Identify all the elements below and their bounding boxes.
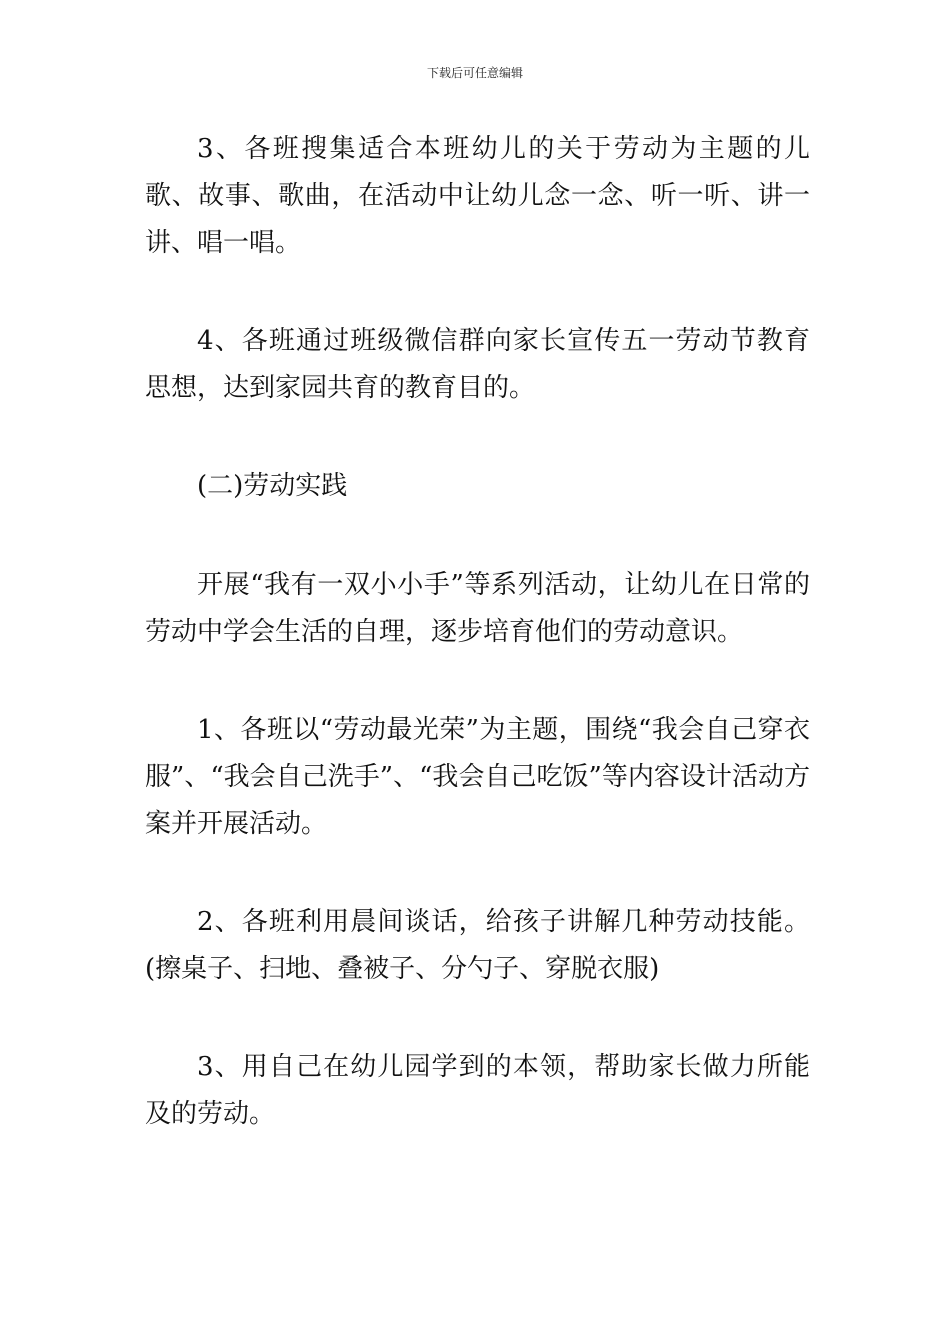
paragraph-1-theme: 1、各班以“劳动最光荣”为主题，围绕“我会自己穿衣服”、“我会自己洗手”、“我会自己吃饭”等内容设计活动方案并开展活动。 [145, 715, 810, 839]
document-body [145, 126, 810, 1189]
paragraph-3-help-parents: 3、用自己在幼儿园学到的本领，帮助家长做力所能及的劳动。 [145, 1052, 810, 1129]
paragraph-intro-activities: 开展“我有一双小小手”等系列活动，让幼儿在日常的劳动中学会生活的自理，逐步培育他们的劳动意识。 [145, 570, 810, 647]
paragraph-4-wechat: 4、各班通过班级微信群向家长宣传五一劳动节教育思想，达到家园共育的教育目的。 [145, 326, 810, 403]
paragraph-2-morning-talk: 2、各班利用晨间谈话，给孩子讲解几种劳动技能。(擦桌子、扫地、叠被子、分勺子、穿脱衣服) [145, 907, 810, 984]
paragraph-3-songs: 3、各班搜集适合本班幼儿的关于劳动为主题的儿歌、故事、歌曲，在活动中让幼儿念一念、听一听、讲一讲、唱一唱。 [145, 134, 810, 258]
page-header: 下载后可任意编辑 [426, 66, 523, 80]
section-heading-labor-practice: (二)劳动实践 [197, 471, 348, 501]
